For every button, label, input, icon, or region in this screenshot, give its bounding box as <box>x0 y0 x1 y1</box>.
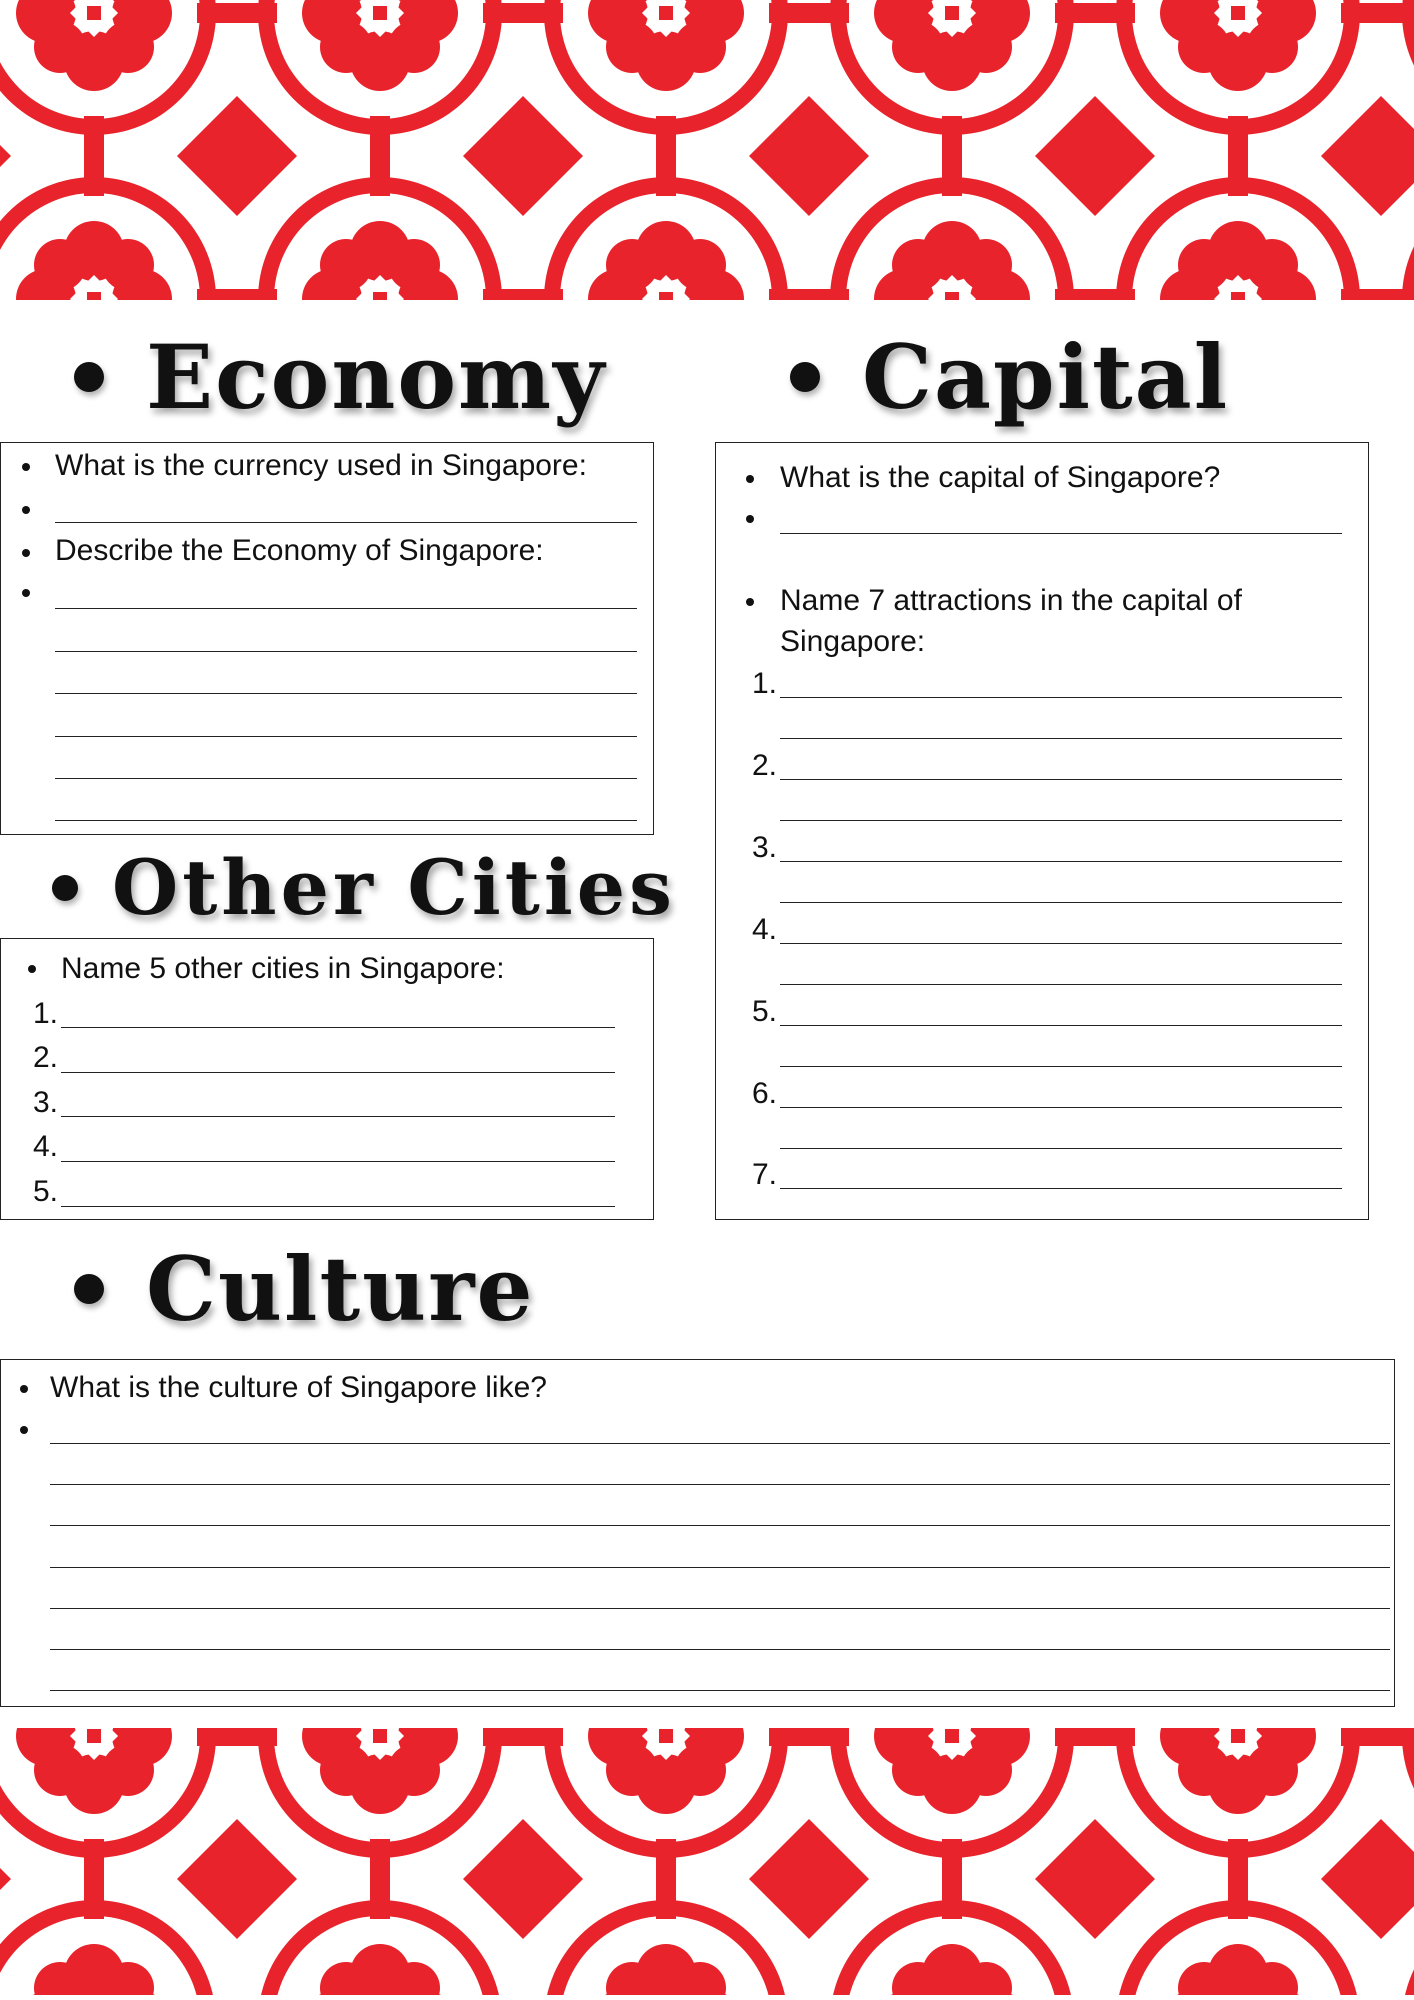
other-cities-heading <box>52 843 676 932</box>
capital-attractions-question-cont: Singapore: <box>780 625 926 658</box>
list-number: 3. <box>33 1086 59 1119</box>
answer-line[interactable] <box>55 820 637 821</box>
answer-line[interactable] <box>55 651 637 652</box>
answer-line[interactable] <box>780 738 1342 739</box>
answer-line[interactable] <box>780 984 1342 985</box>
answer-line[interactable] <box>780 902 1342 903</box>
capital-heading <box>790 325 1229 429</box>
list-number: 3. <box>752 831 778 864</box>
list-number: 1. <box>752 667 778 700</box>
answer-line[interactable] <box>55 736 637 737</box>
answer-line[interactable] <box>55 778 637 779</box>
bullet <box>22 549 30 557</box>
bullet <box>22 463 30 471</box>
list-number: 2. <box>752 749 778 782</box>
culture-heading <box>74 1237 534 1341</box>
culture-question: What is the culture of Singapore like? <box>50 1371 547 1404</box>
lattice-pattern <box>0 0 1414 300</box>
answer-line[interactable] <box>780 533 1342 534</box>
economy-heading-text: Economy <box>146 325 607 429</box>
answer-line[interactable] <box>50 1608 1390 1609</box>
answer-line[interactable] <box>50 1525 1390 1526</box>
bullet <box>22 589 30 597</box>
answer-line[interactable] <box>780 1107 1342 1108</box>
economy-describe-question: Describe the Economy of Singapore: <box>55 534 544 567</box>
list-number: 7. <box>752 1158 778 1191</box>
capital-question: What is the capital of Singapore? <box>780 461 1221 494</box>
list-number: 4. <box>752 913 778 946</box>
answer-line[interactable] <box>61 1116 615 1117</box>
economy-heading <box>74 325 606 429</box>
other-cities-question: Name 5 other cities in Singapore: <box>61 952 505 985</box>
answer-line[interactable] <box>61 1206 615 1207</box>
list-number: 1. <box>33 997 59 1030</box>
answer-line[interactable] <box>55 693 637 694</box>
answer-line[interactable] <box>780 1148 1342 1149</box>
answer-line[interactable] <box>50 1649 1390 1650</box>
culture-box <box>0 1359 1395 1707</box>
answer-line[interactable] <box>780 943 1342 944</box>
answer-line[interactable] <box>55 608 637 609</box>
lattice-pattern <box>0 1728 1414 2000</box>
top-pattern-band <box>0 0 1414 300</box>
answer-line[interactable] <box>61 1072 615 1073</box>
answer-line[interactable] <box>780 1066 1342 1067</box>
bullet <box>746 515 754 523</box>
heading-bullet <box>52 875 78 901</box>
answer-line[interactable] <box>61 1027 615 1028</box>
bullet <box>746 598 754 606</box>
answer-line[interactable] <box>50 1690 1390 1691</box>
other-cities-heading-text: Other Cities <box>112 843 676 932</box>
list-number: 2. <box>33 1041 59 1074</box>
answer-line[interactable] <box>50 1443 1390 1444</box>
list-number: 6. <box>752 1077 778 1110</box>
capital-attractions-question: Name 7 attractions in the capital of <box>780 584 1242 617</box>
answer-line[interactable] <box>61 1161 615 1162</box>
list-number: 5. <box>752 995 778 1028</box>
bullet <box>22 506 30 514</box>
answer-line[interactable] <box>780 820 1342 821</box>
answer-line[interactable] <box>780 697 1342 698</box>
economy-box <box>0 442 654 835</box>
answer-line[interactable] <box>780 779 1342 780</box>
list-number: 5. <box>33 1175 59 1208</box>
heading-bullet <box>74 362 104 392</box>
answer-line[interactable] <box>50 1567 1390 1568</box>
answer-line[interactable] <box>50 1484 1390 1485</box>
bullet <box>20 1385 28 1393</box>
bullet <box>28 965 36 973</box>
bullet <box>20 1426 28 1434</box>
capital-box <box>715 442 1369 1220</box>
bottom-pattern-band <box>0 1728 1414 2000</box>
heading-bullet <box>790 362 820 392</box>
culture-heading-text: Culture <box>146 1237 535 1341</box>
answer-line[interactable] <box>780 1188 1342 1189</box>
answer-line[interactable] <box>780 861 1342 862</box>
economy-currency-question: What is the currency used in Singapore: <box>55 449 587 482</box>
capital-heading-text: Capital <box>862 325 1230 429</box>
list-number: 4. <box>33 1130 59 1163</box>
heading-bullet <box>74 1274 104 1304</box>
answer-line[interactable] <box>55 522 637 523</box>
bullet <box>746 475 754 483</box>
answer-line[interactable] <box>780 1025 1342 1026</box>
